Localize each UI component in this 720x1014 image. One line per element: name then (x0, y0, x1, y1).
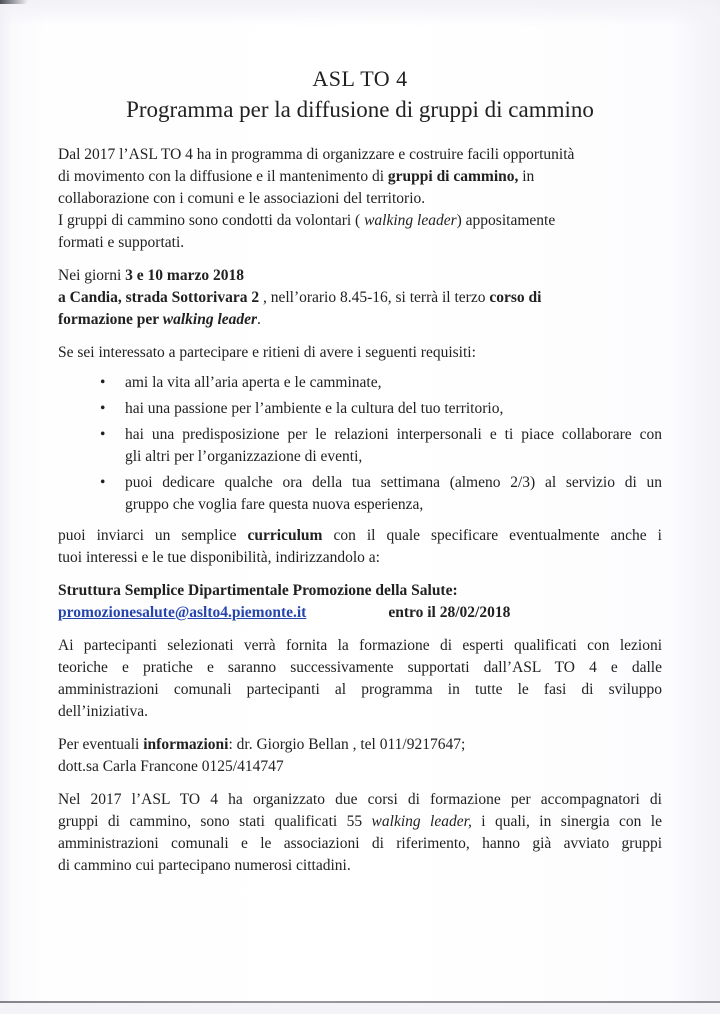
text-run: ) appositamente (456, 212, 556, 229)
doc-body (58, 144, 662, 877)
paragraph (58, 525, 662, 569)
text-line (58, 580, 662, 602)
text-run: Struttura Semplice Dipartimentale Promozione della Salute: (58, 582, 458, 599)
scan-artifact-top-left (0, 0, 28, 4)
text-line (58, 657, 662, 679)
list-item (58, 424, 662, 468)
text-run: formazione per (58, 311, 163, 328)
text-line (58, 756, 662, 778)
email-link: promozionesalute@aslto4.piemonte.it (58, 604, 307, 621)
list-item-text (125, 398, 662, 420)
paragraph (58, 342, 662, 364)
scan-artifact-bottom-strip (0, 1003, 720, 1014)
text-line (58, 547, 662, 569)
text-line (58, 811, 662, 833)
text-line (58, 188, 662, 210)
text-run: gli altri per l’organizzazione di eventi, (125, 448, 363, 465)
text-run: teoriche e pratiche e saranno successivamente supportati dall’ASL TO 4 e dalle (58, 659, 662, 676)
text-run: entro il 28/02/2018 (388, 604, 511, 621)
text-run: walking leader, (371, 813, 472, 830)
text-line (58, 789, 662, 811)
text-run: , nell’orario 8.45-16, si terrà il terzo (259, 289, 490, 306)
list-item (58, 398, 662, 420)
text-run: Dal 2017 l’ASL TO 4 ha in programma di organizzare e costruire facili opportunità (58, 146, 575, 163)
text-run: 3 e 10 marzo 2018 (125, 267, 244, 284)
text-run: Nel 2017 l’ASL TO 4 ha organizzato due corsi di formazione per accompagnatori di (58, 791, 662, 808)
text-line (58, 166, 662, 188)
text-run: puoi inviarci un semplice (58, 527, 248, 544)
bullet-icon: • (100, 426, 106, 443)
paragraph (58, 144, 662, 254)
text-line (58, 855, 662, 877)
paragraph (58, 265, 662, 331)
text-run: dell’iniziativa. (58, 703, 148, 720)
text-line (58, 144, 662, 166)
paragraph (58, 734, 662, 778)
text-run: formati e supportati. (58, 234, 185, 251)
text-run: walking leader (364, 212, 457, 229)
paragraph (58, 635, 662, 723)
text-run: walking leader (162, 311, 258, 328)
text-line (58, 287, 662, 309)
bullet-list (58, 372, 662, 516)
document-title: ASL TO 4 (312, 66, 408, 91)
text-run: i quali, in sinergia con le (471, 813, 662, 830)
text-run: . (257, 311, 261, 328)
list-item (58, 372, 662, 394)
text-run: hai una predisposizione per le relazioni interpersonali e ti piace collaborare con (125, 426, 662, 443)
text-line (58, 701, 662, 723)
text-line (125, 494, 662, 516)
text-run: hai una passione per l’ambiente e la cultura del tuo territorio, (125, 400, 504, 417)
text-run: gruppi di cammino, sono stati qualificati 55 (58, 813, 372, 830)
text-run: collaborazione con i comuni e le associazioni del territorio. (58, 190, 426, 207)
text-line (58, 342, 662, 364)
bullet-icon: • (100, 474, 106, 491)
text-line (125, 398, 662, 420)
list-item-text (125, 424, 662, 468)
text-run: curriculum (247, 527, 323, 544)
text-run: Ai partecipanti selezionati verrà fornita la formazione di esperti qualificati con lezioni (58, 637, 662, 654)
text-run: Nei giorni (58, 267, 126, 284)
text-line (58, 734, 662, 756)
bullet-icon: • (100, 400, 106, 417)
text-run: amministrazioni comunali partecipanti al programma in tutte le fasi di sviluppo (58, 681, 662, 698)
paragraph (58, 789, 662, 877)
text-line (58, 309, 662, 331)
bullet-icon: • (100, 374, 106, 391)
document-subtitle: Programma per la diffusione di gruppi di cammino (126, 97, 594, 122)
text-line (58, 833, 662, 855)
text-run: di movimento con la diffusione e il mantenimento di (58, 168, 388, 185)
paragraph (58, 580, 662, 624)
text-run: di cammino cui partecipano numerosi cittadini. (58, 857, 351, 874)
text-run: in (518, 168, 535, 185)
text-run: amministrazioni comunali e le associazioni di riferimento, hanno già avviato gruppi (58, 835, 662, 852)
text-line (125, 372, 662, 394)
text-line (125, 424, 662, 446)
text-line (58, 265, 662, 287)
text-run: I gruppi di cammino sono condotti da volontari ( (58, 212, 365, 229)
text-run: gruppo che voglia fare questa nuova esperienza, (125, 496, 424, 513)
text-run: con il quale specificare eventualmente anche i (322, 527, 662, 544)
text-run: ami la vita all’aria aperta e le camminate, (125, 374, 382, 391)
text-line (58, 635, 662, 657)
text-run: corso di (489, 289, 542, 306)
text-run: gruppi di cammino, (387, 168, 519, 185)
text-line (58, 232, 662, 254)
list-item (58, 472, 662, 516)
text-run: Per eventuali (58, 736, 144, 753)
text-run: : dr. Giorgio Bellan , tel 011/9217647; (228, 736, 466, 753)
text-run: Se sei interessato a partecipare e ritieni di avere i seguenti requisiti: (58, 344, 476, 361)
text-line (58, 210, 662, 232)
text-line (125, 472, 662, 494)
text-line (58, 602, 662, 624)
text-line (125, 446, 662, 468)
text-run: informazioni (143, 736, 229, 753)
text-run: a Candia, strada Sottorivara 2 (58, 289, 260, 306)
text-line (58, 525, 662, 547)
text-run: puoi dedicare qualche ora della tua settimana (almeno 2/3) al servizio di un (125, 474, 662, 491)
text-run: tuoi interessi e le tue disponibilità, indirizzandolo a: (58, 549, 380, 566)
text-run: dott.sa Carla Francone 0125/414747 (58, 758, 284, 775)
text-line (58, 679, 662, 701)
list-item-text (125, 472, 662, 516)
list-item-text (125, 372, 662, 394)
